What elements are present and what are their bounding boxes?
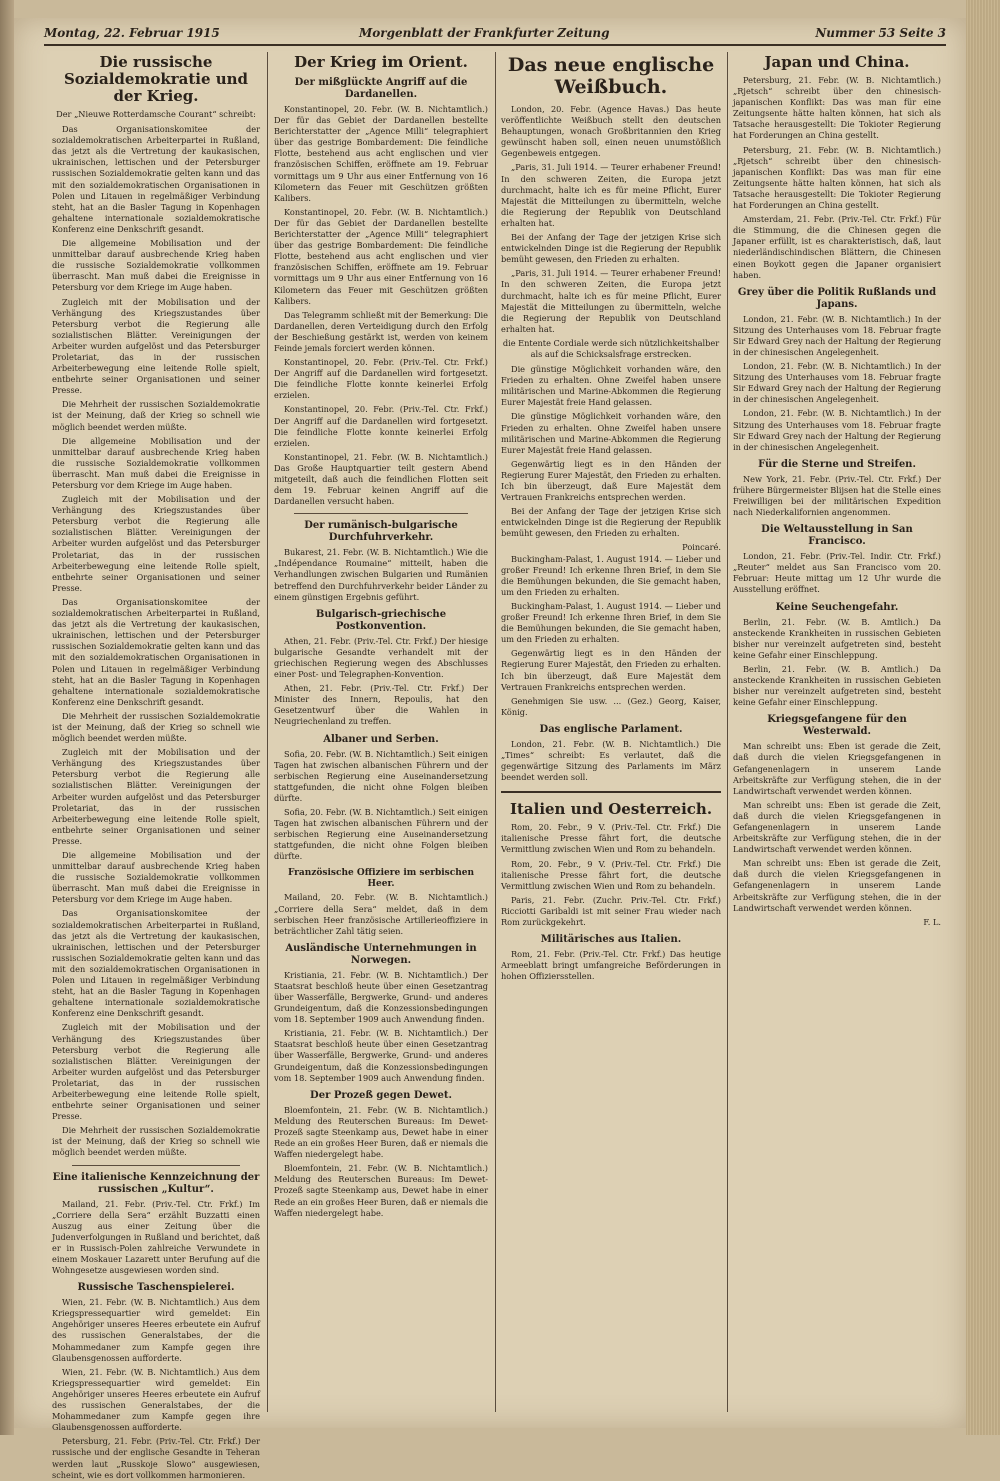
paragraph: London, 21. Febr. (Priv.-Tel. Indir. Ctr. Frkf.) „Reuter“ meldet aus San Francisco vom 20. Februar: Heute mittag um 12 Uhr wurde die Ausstellung eröffnet. — [733, 551, 941, 595]
paragraph: Bloemfontein, 21. Febr. (W. B. Nichtamtlich.) Meldung des Reuterschen Bureaus: Im Dewet-Prozeß sagte Steenkamp aus, Dewet habe in einer Rede an ein großes Heer Buren, daß er niemals die Waffen niedergelegt habe. — [274, 1104, 488, 1160]
headline-postal-convention: Bulgarisch-griechische Postkonvention. — [315, 608, 447, 632]
paragraph: Konstantinopel, 20. Febr. (Priv.-Tel. Ctr. Frkf.) Der Angriff auf die Dardanellen wird fortgesetzt. Die feindliche Flotte konnte keinerlei Erfolg erzielen. — [274, 357, 488, 401]
paragraph: Genehmigen Sie usw. ... (Gez.) Georg, Kaiser, König. — [501, 695, 721, 717]
column-rule — [727, 52, 728, 1412]
headline-dewet-trial: Der Prozeß gegen Dewet. — [310, 1089, 452, 1101]
issue-number: Nummer 53 Seite 3 — [815, 26, 946, 40]
paragraph: London, 21. Febr. (W. B. Nichtamtlich.) In der Sitzung des Unterhauses vom 18. Februar fragte Sir Edward Grey nach der Haltung der Regierung in der chinesischen Angelegenheit. — [733, 408, 941, 452]
paragraph: Sofia, 20. Febr. (W. B. Nichtamtlich.) Seit einigen Tagen hat zwischen albanischen Führern und der serbischen Regierung eine Auseinandersetzung stattgefunden, die nicht ohne Folgen bleiben dürfte. — [274, 748, 488, 803]
signature-initials: F. L. — [923, 916, 941, 927]
headline-japan-china: Japan und China. — [764, 53, 910, 71]
paragraph: Kristiania, 21. Febr. (W. B. Nichtamtlich.) Der Staatsrat beschloß heute über einen Gesetzantrag über Wasserfälle, Bergwerke, Grund- und anderes Grundeigentum, daß die Konzessionsbedingungen vom 18. September 1909 auch Anwendung finden. — [274, 1028, 488, 1083]
paragraph: Paris, 21. Febr. (Zuchr. Priv.-Tel. Ctr. Frkf.) Ricciotti Garibaldi ist mit seiner Frau wieder nach Rom zurückgekehrt. — [501, 894, 721, 927]
headline-norway-enterprises: Ausländische Unternehmungen in Norwegen. — [285, 942, 477, 966]
column-4 — [733, 52, 941, 1422]
paragraph: Das Organisationskomitee der sozialdemokratischen Arbeiterpartei in Rußland, das jetzt als die Vertretung der kaukasischen, ukrainischen, lettischen und der Petersburger russischen Sozialdemokratie gelten kann und das mit den sozialdemokratischen Organisationen in Polen und Litauen in regelmäßiger Verbindung steht, hat an die Basler Tagung in Kopenhagen gehaltene internationale sozialdemokratische Konferenz eine Denkschrift gesandt. — [52, 908, 260, 1019]
paragraph: Man schreibt uns: Eben ist gerade die Zeit, daß durch die vielen Kriegsgefangenen in Gefangenenlagern in unserem Lande Arbeitskräfte zur Verfügung stehen, die in der Landwirtschaft verwendet werden können. — [733, 858, 941, 913]
paragraph: Buckingham-Palast, 1. August 1914. — Lieber und großer Freund! Ich erkenne Ihren Brief, in dem Sie die Bemühungen bekunden, die Sie gemacht haben, um den Frieden zu erhalten. — [501, 600, 721, 645]
headline-french-officers: Französische Offiziere im serbischen Heer. — [287, 868, 475, 890]
column-2 — [274, 52, 488, 1422]
headline-white-book: Das neue englische Weißbuch. — [507, 54, 715, 98]
paragraph: Die allgemeine Mobilisation und der unmittelbar darauf ausbrechende Krieg haben die russische Sozialdemokratie vollkommen überrascht. Man muß dabei die Ereignisse in Petersburg vor dem Kriege im Auge haben. — [52, 435, 260, 490]
paragraph: Gegenwärtig liegt es in den Händen der Regierung Eurer Majestät, den Frieden zu erhalten. Ich bin überzeugt, daß Eure Majestät dem Vertrauen Frankreichs entsprechen werden. — [501, 648, 721, 692]
headline-italy-austria: Italien und Oesterreich. — [509, 800, 713, 819]
paragraph: London, 20. Febr. (Agence Havas.) Das heute veröffentlichte Weißbuch stellt den deutschen Behauptungen, wonach Großbritannien den Krieg gewünscht haben soll, einen neuen unumstößlich Gegenbeweis entgegen. — [501, 104, 721, 159]
paragraph: Buckingham-Palast, 1. August 1914. — Lieber und großer Freund! Ich erkenne Ihren Brief, in dem Sie die Bemühungen bekunden, die Sie gemacht haben, um den Frieden zu erhalten. — [501, 553, 721, 597]
paragraph: Athen, 21. Febr. (Priv.-Tel. Ctr. Frkf.) Der Minister des Innern, Repoulis, hat den Gesetzentwurf über die Wahlen in Neugriechenland zu treffen. — [274, 683, 488, 727]
paragraph: Das Organisationskomitee der sozialdemokratischen Arbeiterpartei in Rußland, das jetzt als die Vertretung der kaukasischen, ukrainischen, lettischen und der Petersburger russischen Sozialdemokratie gelten kann und das mit den sozialdemokratischen Organisationen in Polen und Litauen in regelmäßiger Verbindung steht, hat an die Basler Tagung in Kopenhagen gehaltene internationale sozialdemokratische Konferenz eine Denkschrift gesandt. — [52, 596, 260, 707]
paragraph: Die günstige Möglichkeit vorhanden wäre, den Frieden zu erhalten. Ohne Zweifel haben unsere militärischen und Marine-Abkommen die Regierung Eurer Majestät freie Hand gelassen. — [501, 411, 721, 455]
divider — [294, 513, 468, 514]
column-1 — [52, 52, 260, 1480]
headline-orient-war: Der Krieg im Orient. — [294, 53, 468, 71]
paragraph: „Paris, 31. Juli 1914. — Teurer erhabener Freund! In den schweren Zeiten, die Europa jetzt durchmacht, halte ich es für meine Pflicht, Eurer Majestät die Mitteilungen zu übermitteln, welche die Regierung der Republik von Deutschland erhalten hat. — [501, 162, 721, 228]
paragraph: „Paris, 31. Juli 1914. — Teurer erhabener Freund! In den schweren Zeiten, die Europa jetzt durchmacht, halte ich es für meine Pflicht, Eurer Majestät die Mitteilungen zu übermitteln, welche die Regierung der Republik von Deutschland erhalten hat. — [501, 268, 721, 334]
paragraph: Zugleich mit der Mobilisation und der Verhängung des Kriegszustandes über Petersburg verbot die Regierung alle sozialistischen Blätter. Vereinigungen der Arbeiter wurden aufgelöst und das Petersburger Proletariat, das in der russischen Arbeiterbewegung eine leitende Rolle spielt, entbehrte seiner Organisationen und seiner Presse. — [52, 494, 260, 593]
article-source: Der „Nieuwe Rotterdamsche Courant“ schreibt: — [56, 109, 256, 119]
paragraph: Wien, 21. Febr. (W. B. Nichtamtlich.) Aus dem Kriegspressequartier wird gemeldet: Ein Angehöriger unseres Heeres erbeutete ein Aufruf des russischen Generalstabes, der die Mohammedaner zum Kampfe gegen ihre Glaubensgenossen aufforderte. — [52, 1297, 260, 1363]
paragraph: Bei der Anfang der Tage der jetzigen Krise sich entwickelnden Dinge ist die Regierung der Republik bemüht gewesen, den Frieden zu erhalten. — [501, 232, 721, 265]
headline-no-epidemic: Keine Seuchengefahr. — [775, 601, 899, 613]
paragraph: Man schreibt uns: Eben ist gerade die Zeit, daß durch die vielen Kriegsgefangenen in Gefangenenlagern in unserem Lande Arbeitskräfte zur Verfügung stehen, die in der Landwirtschaft verwendet werden können. — [733, 741, 941, 796]
paragraph: London, 21. Febr. (W. B. Nichtamtlich.) In der Sitzung des Unterhauses vom 18. Februar fragte Sir Edward Grey nach der Haltung der Regierung in der chinesischen Angelegenheit. — [733, 361, 941, 405]
headline-world-fair: Die Weltausstellung in San Francisco. — [761, 524, 913, 548]
headline-military-italy: Militärisches aus Italien. — [540, 934, 682, 946]
divider — [72, 1165, 240, 1166]
paragraph: Die günstige Möglichkeit vorhanden wäre, den Frieden zu erhalten. Ohne Zweifel haben unsere militärischen und Marine-Abkommen die Regierung Eurer Majestät freie Hand gelassen. — [501, 364, 721, 408]
paragraph: Wien, 21. Febr. (W. B. Nichtamtlich.) Aus dem Kriegspressequartier wird gemeldet: Ein Angehöriger unseres Heeres erbeutete ein Aufruf des russischen Generalstabes, der die Mohammedaner zum Kampfe gegen ihre Glaubensgenossen aufforderte. — [52, 1366, 260, 1433]
emphasis-line: die Entente Cordiale werde sich nützlichkeitshalber als auf die Schicksalsfrage erstrecken. — [502, 337, 720, 359]
paragraph: Zugleich mit der Mobilisation und der Verhängung des Kriegszustandes über Petersburg verbot die Regierung alle sozialistischen Blätter. Vereinigungen der Arbeiter wurden aufgelöst und das Petersburger Proletariat, das in der russischen Arbeiterbewegung eine leitende Rolle spielt, entbehrte seiner Organisationen und seiner Presse. — [52, 747, 260, 846]
paragraph: Konstantinopel, 20. Febr. (W. B. Nichtamtlich.) Der für das Gebiet der Dardanellen bestellte Berichterstatter der „Agence Milli“ telegraphiert über das gestrige Bombardement: Die feindliche Flotte, bestehend aus acht englischen und vier französischen Schiffen, eröffnete am 19. Februar vormittags um 9 Uhr aus einer Entfernung von 16 Kilometern das Feuer mit Geschützen größten Kalibers. — [274, 104, 488, 203]
paragraph: Petersburg, 21. Febr. (W. B. Nichtamtlich.) „Rjetsch“ schreibt über den chinesisch-japanischen Konflikt: Das was man für eine Zeitungsente hätte halten können, hat sich als Tatsache herausgestellt: Die Tokioter Regierung hat Forderungen an China gestellt. — [733, 75, 941, 141]
column-3 — [501, 52, 721, 1422]
heavy-divider — [501, 791, 721, 793]
paragraph: New York, 21. Febr. (Priv.-Tel. Ctr. Frkf.) Der frühere Bürgermeister Blijsen hat die Stelle eines Freiwilligen bei der militärischen Expedition nach Niederkalifornien angenommen. — [733, 473, 941, 518]
paragraph: Die Mehrheit der russischen Sozialdemokratie ist der Meinung, daß der Krieg so schnell wie möglich beendet werden müßte. — [52, 710, 260, 744]
signature-poincare: Poincaré. — [682, 542, 721, 553]
paragraph: Bloemfontein, 21. Febr. (W. B. Nichtamtlich.) Meldung des Reuterschen Bureaus: Im Dewet-Prozeß sagte Steenkamp aus, Dewet habe in einer Rede an ein großes Heer Buren, daß er niemals die Waffen niedergelegt habe. — [274, 1163, 488, 1218]
headline-parliament: Das englische Parlament. — [539, 723, 683, 735]
paragraph: London, 21. Febr. (W. B. Nichtamtlich.) Die „Times“ schreibt: Es verlautet, daß die gegenwärtige Sitzung des Parlaments im März beendet werden soll. — [501, 738, 721, 783]
paragraph: Sofia, 20. Febr. (W. B. Nichtamtlich.) Seit einigen Tagen hat zwischen albanischen Führern und der serbischen Regierung eine Auseinandersetzung stattgefunden, die nicht ohne Folgen bleiben dürfte. — [274, 806, 488, 862]
paragraph: Gegenwärtig liegt es in den Händen der Regierung Eurer Majestät, den Frieden zu erhalten. Ich bin überzeugt, daß Eure Majestät dem Vertrauen Frankreichs entsprechen werden. — [501, 458, 721, 503]
paragraph: Petersburg, 21. Febr. (W. B. Nichtamtlich.) „Rjetsch“ schreibt über den chinesisch-japanischen Konflikt: Das was man für eine Zeitungsente hätte halten können, hat sich als Tatsache herausgestellt: Die Tokioter Regierung hat Forderungen an China gestellt. — [733, 144, 941, 211]
paragraph: Amsterdam, 21. Febr. (Priv.-Tel. Ctr. Frkf.) Für die Stimmung, die die Chinesen gegen die Japaner erfüllt, ist es charakteristisch, daß, laut niederländischindischen Blättern, die Chinesen einen Boykott gegen die Japaner organisiert haben. — [733, 214, 941, 280]
paragraph: Konstantinopel, 20. Febr. (Priv.-Tel. Ctr. Frkf.) Der Angriff auf die Dardanellen wird fortgesetzt. Die feindliche Flotte konnte keinerlei Erfolg erzielen. — [274, 404, 488, 448]
headline-grey-policy: Grey über die Politik Rußlands und Japans. — [737, 286, 937, 310]
headline-prisoners-westerwald: Kriegsgefangene für den Westerwald. — [767, 714, 907, 738]
paragraph: Bukarest, 21. Febr. (W. B. Nichtamtlich.) Wie die „Indépendance Roumaine“ mitteilt, haben die Verhandlungen zwischen Bulgarien und Rumänien betreffend den Durchfuhrverkehr beider Länder zu einem günstigen Ergebnis geführt. — [274, 547, 488, 602]
headline-albanians-serbs: Albaner und Serben. — [323, 733, 439, 745]
paragraph: Die Mehrheit der russischen Sozialdemokratie ist der Meinung, daß der Krieg so schnell wie möglich beendet werden müßte. — [52, 1125, 260, 1158]
paragraph: Das Organisationskomitee der sozialdemokratischen Arbeiterpartei in Rußland, das jetzt als die Vertretung der kaukasischen, ukrainischen, lettischen und der Petersburger russischen Sozialdemokratie gelten kann und das mit den sozialdemokratischen Organisationen in Polen und Litauen in regelmäßiger Verbindung steht, hat an die Basler Tagung in Kopenhagen gehaltene internationale sozialdemokratische Konferenz eine Denkschrift gesandt. — [52, 124, 260, 234]
right-page-edge — [966, 0, 1000, 1435]
paragraph: Petersburg, 21. Febr. (Priv.-Tel. Ctr. Frkf.) Der russische und der englische Gesandte in Teheran werden laut „Russkoje Slowo“ ausgewiesen, scheint, wie es dort vollkommen harmonieren. — [52, 1436, 260, 1480]
paragraph: Die allgemeine Mobilisation und der unmittelbar darauf ausbrechende Krieg haben die russische Sozialdemokratie vollkommen überrascht. Man muß dabei die Ereignisse in Petersburg vor dem Kriege im Auge haben. — [52, 238, 260, 293]
column-rule — [267, 52, 268, 1412]
paragraph: Zugleich mit der Mobilisation und der Verhängung des Kriegszustandes über Petersburg verbot die Regierung alle sozialistischen Blätter. Vereinigungen der Arbeiter wurden aufgelöst und das Petersburger Proletariat, das in der russischen Arbeiterbewegung eine leitende Rolle spielt, entbehrte seiner Organisationen und seiner Presse. — [52, 296, 260, 396]
paragraph: Berlin, 21. Febr. (W. B. Amtlich.) Da ansteckende Krankheiten in russischen Gebieten bisher nur vereinzelt aufgetreten sind, besteht keine Gefahr einer Einschleppung. — [733, 616, 941, 660]
paragraph: Die Mehrheit der russischen Sozialdemokratie ist der Meinung, daß der Krieg so schnell wie möglich beendet werden müßte. — [52, 399, 260, 432]
paragraph: London, 21. Febr. (W. B. Nichtamtlich.) In der Sitzung des Unterhauses vom 18. Februar fragte Sir Edward Grey nach der Haltung der Regierung in der chinesischen Angelegenheit. — [733, 313, 941, 357]
paragraph: Kristiania, 21. Febr. (W. B. Nichtamtlich.) Der Staatsrat beschloß heute über einen Gesetzantrag über Wasserfälle, Bergwerke, Grund- und anderes Grundeigentum, daß die Konzessionsbedingungen vom 18. September 1909 auch Anwendung finden. — [274, 969, 488, 1025]
headline-social-democracy: Die russische Sozialdemokratie und der Krieg. — [63, 53, 249, 105]
paragraph: Athen, 21. Febr. (Priv.-Tel. Ctr. Frkf.) Der hiesige bulgarische Gesandte verhandelt mit der griechischen Regierung wegen des Abschlusses einer Post- und Telegraphen-Konvention. — [274, 635, 488, 680]
paragraph: Bei der Anfang der Tage der jetzigen Krise sich entwickelnden Dinge ist die Regierung der Republik bemüht gewesen, den Frieden zu erhalten. — [501, 506, 721, 539]
paragraph: Berlin, 21. Febr. (W. B. Amtlich.) Da ansteckende Krankheiten in russischen Gebieten bisher nur vereinzelt aufgetreten sind, besteht keine Gefahr einer Einschleppung. — [733, 663, 941, 708]
column-rule — [495, 52, 496, 1412]
paragraph: Rom, 21. Febr. (Priv.-Tel. Ctr. Frkf.) Das heutige Armeeblatt bringt umfangreiche Beförderungen in hohen Offiziersstellen. — [501, 949, 721, 982]
paragraph: Konstantinopel, 21. Febr. (W. B. Nichtamtlich.) Das Große Hauptquartier teilt gestern Abend mitgeteilt, daß auch die feindlichen Flotten seit dem 19. Februar keinen Angriff auf die Dardanellen versucht haben. — [274, 451, 488, 507]
newspaper-title: Morgenblatt der Frankfurter Zeitung — [359, 26, 610, 40]
paragraph: Zugleich mit der Mobilisation und der Verhängung des Kriegszustandes über Petersburg verbot die Regierung alle sozialistischen Blätter. Vereinigungen der Arbeiter wurden aufgelöst und das Petersburger Proletariat, das in der russischen Arbeiterbewegung eine leitende Rolle spielt, entbehrte seiner Organisationen und seiner Presse. — [52, 1022, 260, 1122]
subheadline-dardanelles: Der mißglückte Angriff auf die Dardanellen. — [294, 77, 468, 100]
headline-stars-stripes: Für die Sterne und Streifen. — [758, 458, 916, 470]
paragraph: Rom, 20. Febr., 9 V. (Priv.-Tel. Ctr. Frkf.) Die italienische Presse fährt fort, die deutsche Vermittlung zwischen Wien und Rom zu behandeln. — [501, 822, 721, 855]
paragraph: Die allgemeine Mobilisation und der unmittelbar darauf ausbrechende Krieg haben die russische Sozialdemokratie vollkommen überrascht. Man muß dabei die Ereignisse in Petersburg vor dem Kriege im Auge haben. — [52, 850, 260, 905]
paragraph: Mailand, 20. Febr. (W. B. Nichtamtlich.) „Corriere della Sera“ meldet, daß in dem serbischen Heer französische Artillerieoffiziere in beträchtlicher Zahl tätig seien. — [274, 892, 488, 936]
issue-date: Montag, 22. Februar 1915 — [44, 26, 220, 40]
left-page-edge — [0, 0, 14, 1435]
headline-italian-culture: Eine italienische Kennzeichnung der russischen „Kultur“. — [52, 1171, 260, 1195]
paragraph: Konstantinopel, 20. Febr. (W. B. Nichtamtlich.) Der für das Gebiet der Dardanellen bestellte Berichterstatter der „Agence Milli“ telegraphiert über das gestrige Bombardement: Die feindliche Flotte, bestehend aus acht englischen und vier französischen Schiffen, eröffnete am 19. Februar vormittags um 9 Uhr aus einer Entfernung von 16 Kilometern das Feuer mit Geschützen größten Kalibers. — [274, 206, 488, 306]
headline-russian-trickery: Russische Taschenspielerei. — [77, 1282, 235, 1294]
paragraph: Mailand, 21. Febr. (Priv.-Tel. Ctr. Frkf.) Im „Corriere della Sera“ erzählt Buzzatti einen Auszug aus einer Zeitung über die Judenverfolgungen in Rußland und berichtet, daß er in Russisch-Polen zahlreiche Verwundete in einem Moskauer Lazarett unter Berufung auf die Wohngesetze ausgewiesen worden sind. — [52, 1198, 260, 1276]
headline-transit-traffic: Der rumänisch-bulgarische Durchfuhrverkehr. — [304, 520, 458, 544]
paragraph: Das Telegramm schließt mit der Bemerkung: Die Dardanellen, deren Verteidigung durch den Erfolg der Beschießung gestärkt ist, werden von keinem Feinde jemals forciert werden können. — [274, 309, 488, 353]
paragraph: Rom, 20. Febr., 9 V. (Priv.-Tel. Ctr. Frkf.) Die italienische Presse fährt fort, die deutsche Vermittlung zwischen Wien und Rom zu behandeln. — [501, 858, 721, 891]
running-header — [44, 26, 946, 46]
paragraph: Man schreibt uns: Eben ist gerade die Zeit, daß durch die vielen Kriegsgefangenen in Gefangenenlagern in unserem Lande Arbeitskräfte zur Verfügung stehen, die in der Landwirtschaft verwendet werden können. — [733, 799, 941, 855]
